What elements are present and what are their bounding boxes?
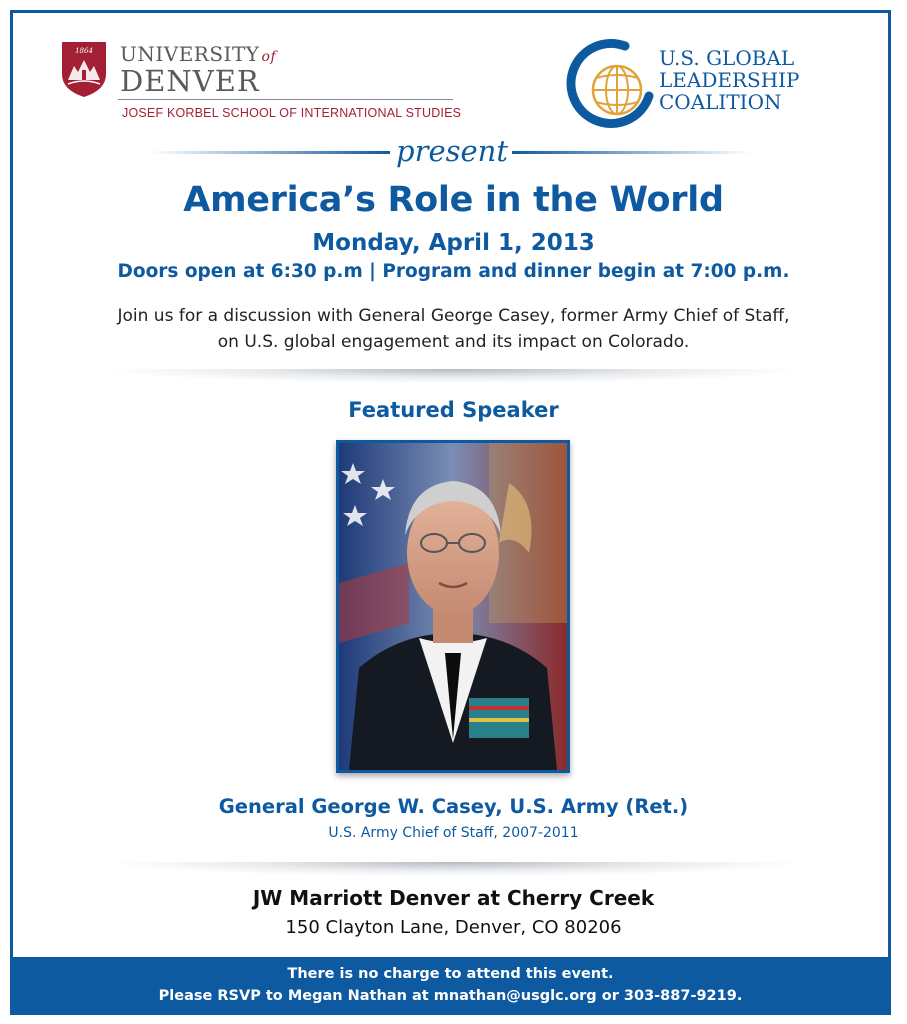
footer-rsvp: Please RSVP to Megan Nathan at mnathan@usglc.org or 303-887-9219. (158, 988, 743, 1004)
svg-text:1864: 1864 (75, 47, 93, 55)
event-title: America’s Role in the World (183, 180, 724, 220)
featured-speaker-heading: Featured Speaker (348, 398, 559, 422)
globe-icon (565, 38, 657, 130)
present-divider-left (150, 151, 390, 154)
event-times: Doors open at 6:30 p.m | Program and dinner begin at 7:00 p.m. (117, 261, 790, 282)
event-description: Join us for a discussion with General George Casey, former Army Chief of Staff, on U.S. global engagement and its impact on Colorado. (117, 306, 790, 352)
speaker-title: U.S. Army Chief of Staff, 2007-2011 (328, 825, 579, 841)
present-divider-right (512, 151, 752, 154)
du-divider (118, 99, 453, 100)
usglc-logo (565, 38, 845, 128)
speaker-name: General George W. Casey, U.S. Army (Ret.) (218, 795, 689, 818)
usglc-wordmark: U.S. GLOBAL LEADERSHIP COALITION (659, 46, 800, 114)
du-wordmark-university: UNIVERSITY of (120, 42, 277, 66)
du-school-name: JOSEF KORBEL SCHOOL OF INTERNATIONAL STUDIES (122, 106, 462, 120)
venue-name: JW Marriott Denver at Cherry Creek (252, 886, 655, 910)
section-divider (110, 369, 800, 383)
venue-address: 150 Clayton Lane, Denver, CO 80206 (285, 917, 622, 938)
rsvp-footer (10, 957, 891, 1015)
footer-no-charge: There is no charge to attend this event. (287, 966, 614, 982)
event-date: Monday, April 1, 2013 (312, 230, 595, 256)
present-label: present (396, 134, 508, 168)
speaker-portrait (336, 440, 570, 773)
du-wordmark-denver: DENVER (120, 64, 260, 98)
du-shield-icon (60, 40, 108, 98)
section-divider (110, 862, 800, 876)
present-row (0, 134, 907, 170)
university-of-denver-logo (60, 38, 460, 128)
